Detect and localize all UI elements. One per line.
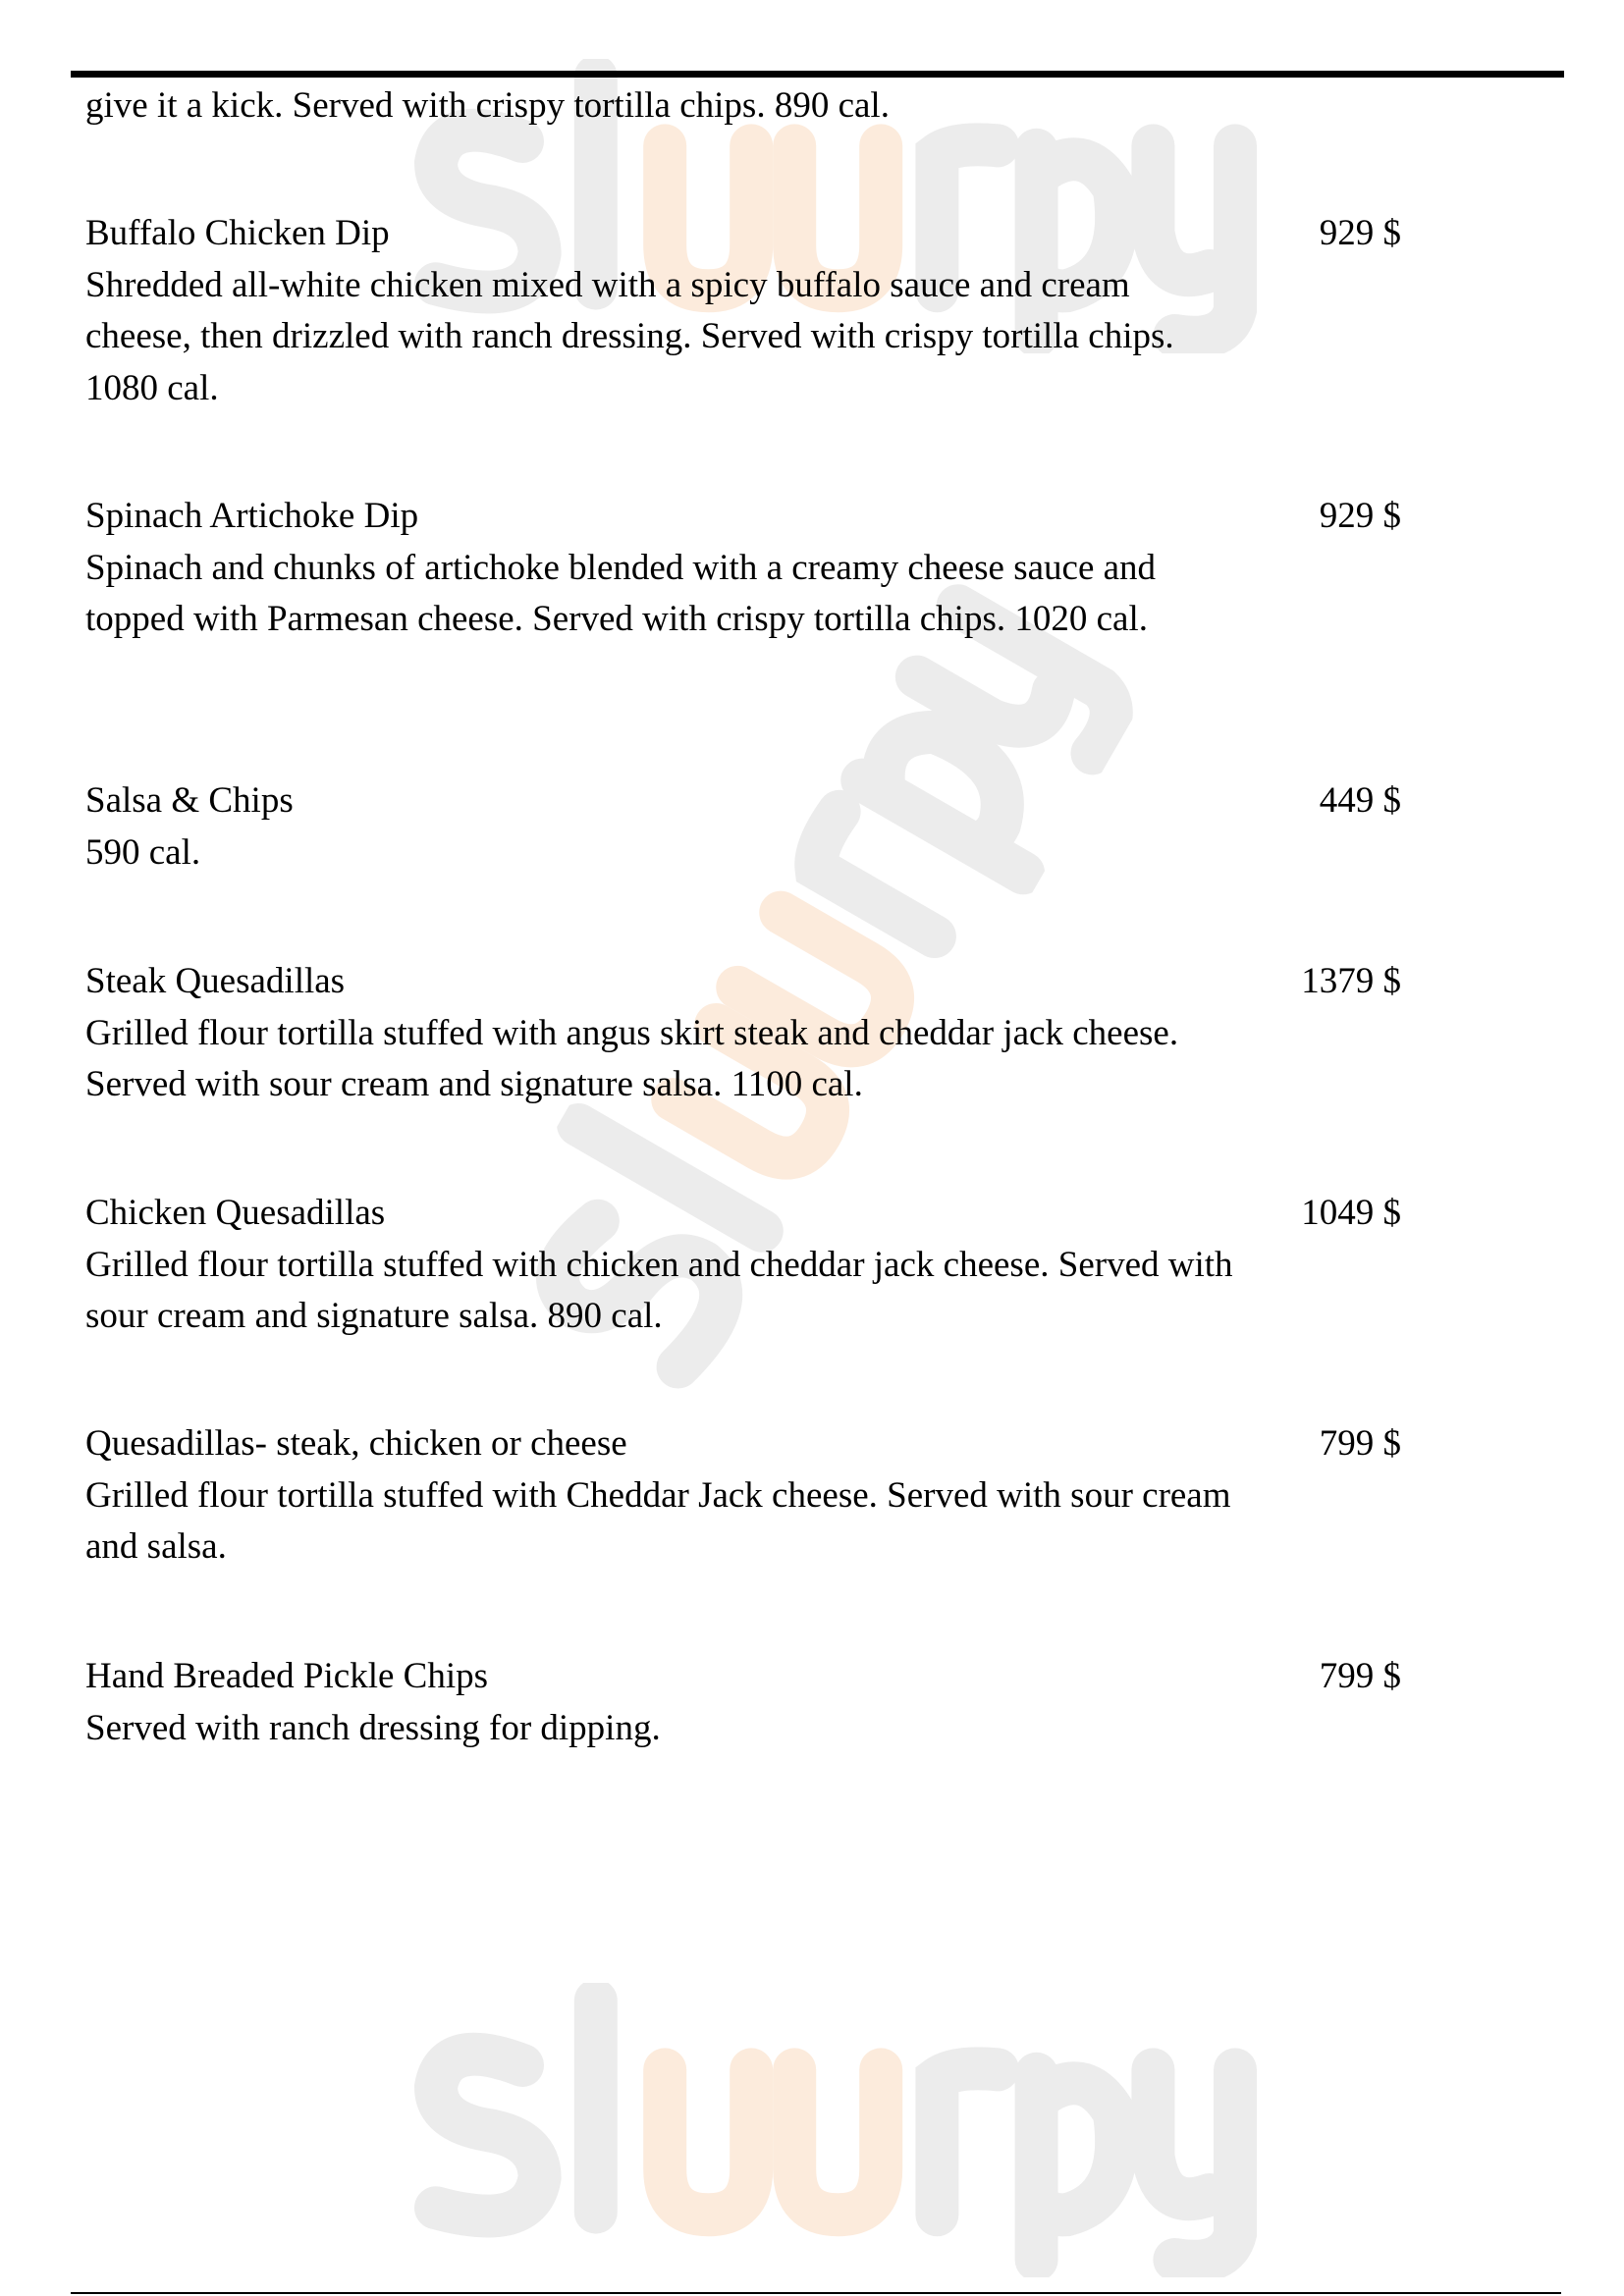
menu-item-salsa-chips (85, 775, 1401, 879)
item-name: Steak Quesadillas (85, 961, 346, 1001)
item-price: 929 $ (1319, 496, 1401, 536)
menu-item-pickle-chips (85, 1651, 1401, 1754)
item-header (85, 208, 1401, 260)
item-header (85, 1418, 1401, 1470)
item-header (85, 1651, 1401, 1703)
item-header (85, 956, 1401, 1008)
menu-item-steak-quesadillas (85, 956, 1401, 1111)
menu-item-chicken-quesadillas (85, 1188, 1401, 1343)
item-name: Hand Breaded Pickle Chips (85, 1656, 488, 1696)
item-description: Grilled flour tortilla stuffed with Cheddar Jack cheese. Served with sour cream and salsa. (85, 1474, 1231, 1567)
item-price: 1379 $ (1301, 961, 1401, 1001)
item-description: Served with ranch dressing for dipping. (85, 1707, 661, 1748)
menu-item-spinach-artichoke-dip (85, 491, 1401, 646)
menu-item-quesadillas (85, 1418, 1401, 1574)
item-price: 1049 $ (1301, 1193, 1401, 1233)
item-name: Salsa & Chips (85, 780, 294, 821)
menu-item-buffalo-chicken-dip (85, 208, 1401, 414)
item-name: Spinach Artichoke Dip (85, 496, 419, 536)
item-description: Spinach and chunks of artichoke blended with a creamy cheese sauce and topped with Parmesan cheese. Served with crispy tortilla chips. 1020 cal. (85, 547, 1157, 639)
item-price: 799 $ (1319, 1423, 1401, 1464)
item-header (85, 1188, 1401, 1240)
item-description: Shredded all-white chicken mixed with a spicy buffalo sauce and cream cheese, then drizzled with ranch dressing. Served with crispy tortilla chips. 1080 cal. (85, 264, 1174, 408)
item-name: Quesadillas- steak, chicken or cheese (85, 1423, 627, 1464)
top-divider (71, 71, 1564, 78)
item-name: Buffalo Chicken Dip (85, 213, 390, 253)
item-price: 799 $ (1319, 1656, 1401, 1696)
item-description: Grilled flour tortilla stuffed with angus skirt steak and cheddar jack cheese. Served with sour cream and signature salsa. 1100 cal. (85, 1012, 1179, 1104)
item-description: 590 cal. (85, 831, 201, 873)
bottom-divider (71, 2292, 1561, 2294)
watermark-logo-bottom (393, 1983, 1257, 2277)
item-header (85, 775, 1401, 828)
item-price: 929 $ (1319, 213, 1401, 253)
item-header (85, 491, 1401, 543)
continued-description: give it a kick. Served with crispy tortilla chips. 890 cal. (85, 85, 890, 126)
item-price: 449 $ (1319, 780, 1401, 821)
item-name: Chicken Quesadillas (85, 1193, 386, 1233)
item-description: Grilled flour tortilla stuffed with chicken and cheddar jack cheese. Served with sour cream and signature salsa. 890 cal. (85, 1244, 1233, 1336)
